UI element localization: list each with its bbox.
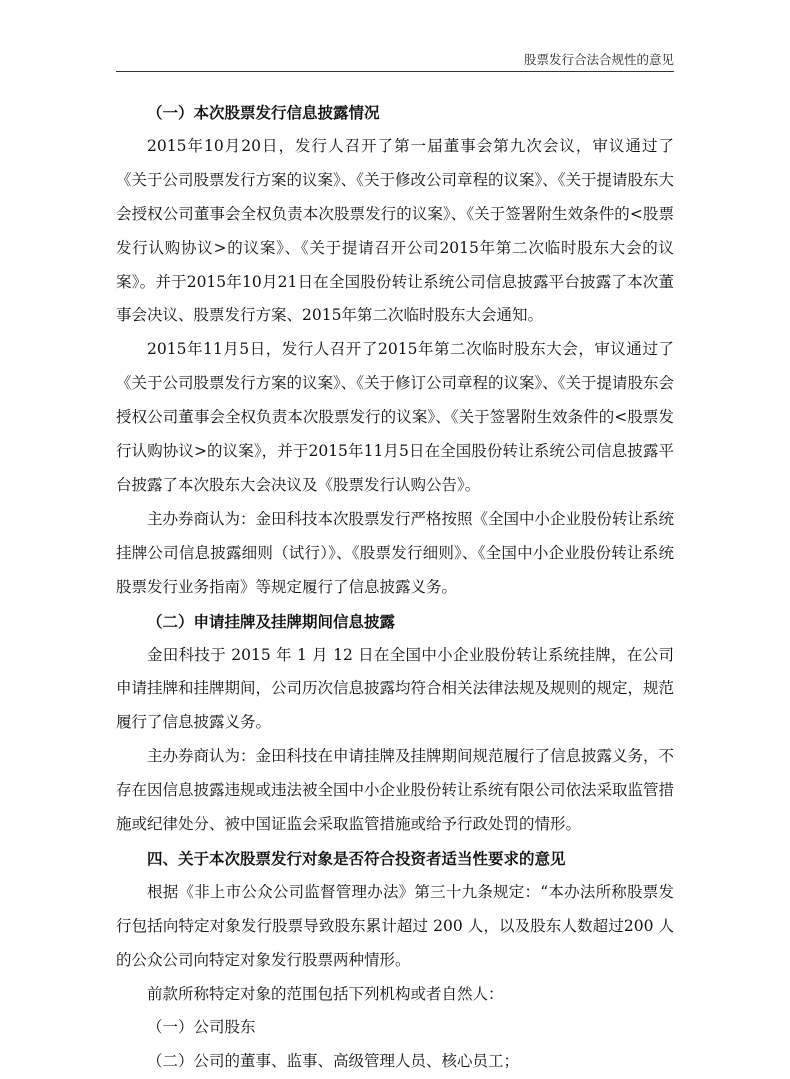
paragraph: 2015年11月5日，发行人召开了2015年第二次临时股东大会，审议通过了《关于公司股票发行方案的议案》、《关于修订公司章程的议案》、《关于提请股东会授权公司董事会全权负责本次股票发行的议案》、《关于签署附生效条件的<股票发行认购协议>的议案》，并于2015年11月5日在全国股份转让系统公司信息披露平台披露了本次股东大会决议及《股票发行认购公告》。	[116, 340, 675, 494]
header-divider	[116, 71, 674, 72]
paragraph: 主办券商认为：金田科技本次股票发行严格按照《全国中小企业股份转让系统挂牌公司信息披露细则（试行）》、《股票发行细则》、《全国中小企业股份转让系统股票发行业务指南》等规定履行了信息披露义务。	[116, 509, 675, 596]
running-header: 股票发行合法合规性的意见	[523, 52, 674, 67]
paragraph: 根据《非上市公众公司监督管理办法》第三十九条规定：“本办法所称股票发行包括向特定对象发行股票导致股东累计超过 200 人，以及股东人数超过200 人的公众公司向特定对象发行股票两种情形。	[116, 882, 674, 969]
list-item: （二）公司的董事、监事、高级管理人员、核心员工；	[147, 1052, 520, 1071]
list-item: （一）公司股东	[147, 1018, 256, 1037]
paragraph: 2015年10月20日，发行人召开了第一届董事会第九次会议，审议通过了《关于公司股票发行方案的议案》、《关于修改公司章程的议案》、《关于提请股东大会授权公司董事会全权负责本次股票发行的议案》、《关于签署附生效条件的<股票发行认购协议>的议案》、《关于提请召开公司2015年第二次临时股东大会的议案》。并于2015年10月21日在全国股份转让系统公司信息披露平台披露了本次董事会决议、股票发行方案、2015年第二次临时股东大会通知。	[116, 136, 675, 325]
paragraph: 金田科技于 2015 年 1 月 12 日在全国中小企业股份转让系统挂牌，在公司申请挂牌和挂牌期间，公司历次信息披露均符合相关法律法规及规则的规定，规范履行了信息披露义务。	[116, 645, 675, 732]
document-body	[116, 96, 674, 1079]
section-heading: （一）本次股票发行信息披露情况	[147, 103, 380, 122]
section-heading: 四、关于本次股票发行对象是否符合投资者适当性要求的意见	[147, 848, 566, 868]
paragraph: 主办券商认为：金田科技在申请挂牌及挂牌期间规范履行了信息披露义务，不存在因信息披露违规或违法被全国中小企业股份转让系统有限公司依法采取监管措施或纪律处分、被中国证监会采取监管措施或给予行政处罚的情形。	[116, 747, 675, 834]
section-heading: （二）申请挂牌及挂牌期间信息披露	[147, 611, 396, 631]
paragraph: 前款所称特定对象的范围包括下列机构或者自然人：	[147, 984, 504, 1003]
